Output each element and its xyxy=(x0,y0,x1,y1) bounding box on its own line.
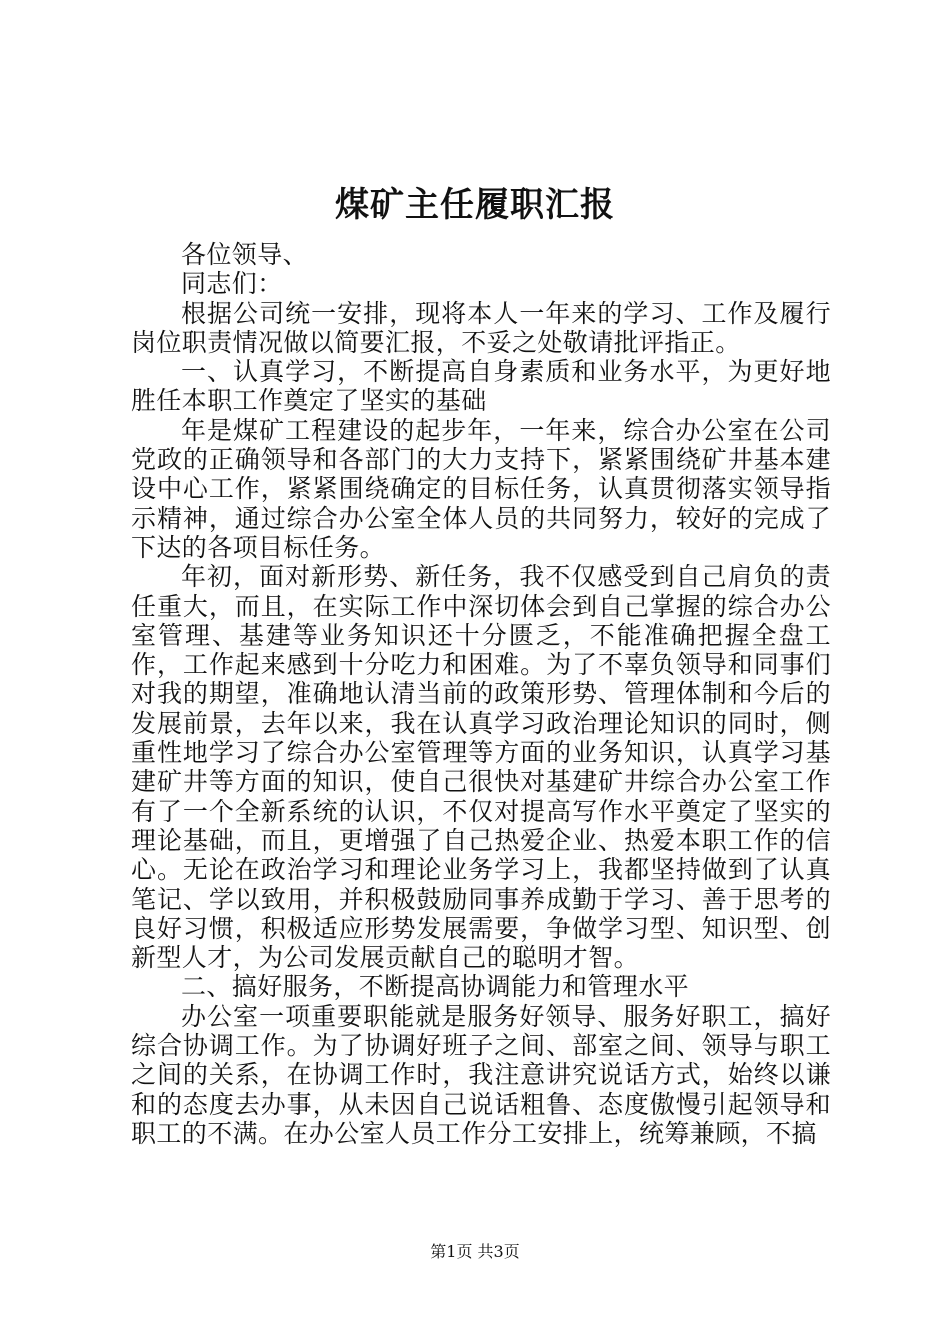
page-footer: 第1页 共3页 xyxy=(430,1242,520,1261)
document-title: 煤矿主任履职汇报 xyxy=(335,185,615,225)
salutation-line-2: 同志们： xyxy=(181,269,283,299)
body-paragraph: 办公室一项重要职能就是服务好领导、服务好职工，搞好综合协调工作。为了协调好班子之间、部室之间、领导与职工之间的关系，在协调工作时，我注意讲究说话方式，始终以谦和的态度去办事，从未因自己说话粗鲁、态度傲慢引起领导和职工的不满。在办公室人员工作分工安排上，统筹兼顾，不搞 xyxy=(131,1001,831,1148)
document-body xyxy=(131,240,831,1148)
intro-paragraph: 根据公司统一安排，现将本人一年来的学习、工作及履行岗位职责情况做以简要汇报，不妥之处敬请批评指正。 xyxy=(131,298,831,357)
section-heading-2: 二、搞好服务，不断提高协调能力和管理水平 xyxy=(181,972,690,1002)
body-paragraph: 年初，面对新形势、新任务，我不仅感受到自己肩负的责任重大，而且，在实际工作中深切体会到自己掌握的综合办公室管理、基建等业务知识还十分匮乏，不能准确把握全盘工作，工作起来感到十分吃力和困难。为了不辜负领导和同事们对我的期望，准确地认清当前的政策形势、管理体制和今后的发展前景，去年以来，我在认真学习政治理论知识的同时，侧重性地学习了综合办公室管理等方面的业务知识，认真学习基建矿井等方面的知识，使自己很快对基建矿井综合办公室工作有了一个全新系统的认识，不仅对提高写作水平奠定了坚实的理论基础，而且，更增强了自己热爱企业、热爱本职工作的信心。无论在政治学习和理论业务学习上，我都坚持做到了认真笔记、学以致用，并积极鼓励同事养成勤于学习、善于思考的良好习惯，积极适应形势发展需要，争做学习型、知识型、创新型人才，为公司发展贡献自己的聪明才智。 xyxy=(131,562,831,973)
body-paragraph: 年是煤矿工程建设的起步年，一年来，综合办公室在公司党政的正确领导和各部门的大力支持下，紧紧围绕矿井基本建设中心工作，紧紧围绕确定的目标任务，认真贯彻落实领导指示精神，通过综合办公室全体人员的共同努力，较好的完成了下达的各项目标任务。 xyxy=(131,415,831,562)
section-heading-1: 一、认真学习，不断提高自身素质和业务水平，为更好地胜任本职工作奠定了坚实的基础 xyxy=(131,357,831,416)
salutation-line-1: 各位领导、 xyxy=(181,240,309,269)
